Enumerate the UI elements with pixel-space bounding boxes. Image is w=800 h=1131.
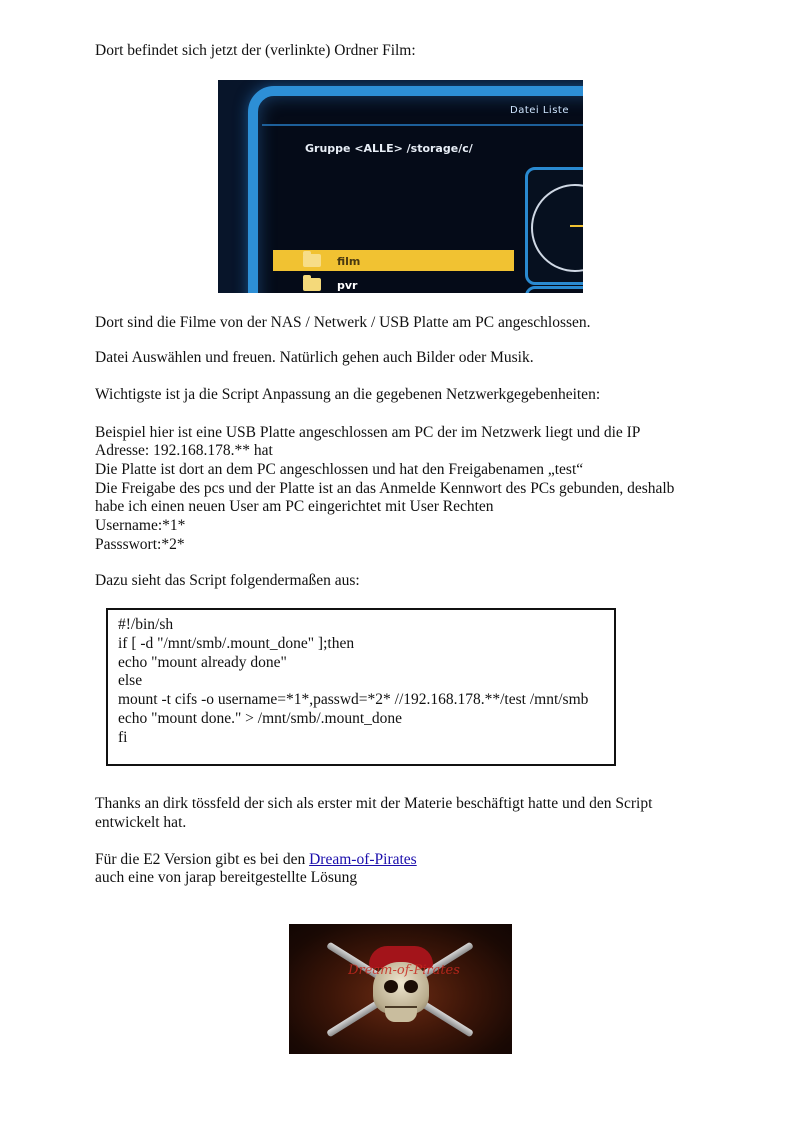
clock-hand (570, 225, 583, 227)
receiver-file-list-screenshot (218, 80, 583, 293)
thanks-line: Thanks an dirk tössfeld der sich als erster mit der Materie beschäftigt hatte und den Script (95, 795, 653, 812)
file-list-item-label: film (337, 255, 361, 268)
example-line: Adresse: 192.168.178.** hat (95, 442, 273, 459)
paragraph-script-intro: Dazu sieht das Script folgendermaßen aus: (95, 572, 360, 589)
paragraph-e2-version (95, 851, 417, 870)
paragraph-script-adaptation: Wichtigste ist ja die Script Anpassung an die gegebenen Netzwerkgegebenheiten: (95, 386, 601, 403)
file-list-item-film (273, 250, 514, 271)
example-line: habe ich einen neuen User am PC eingerichtet mit User Rechten (95, 498, 494, 515)
skull-eye (404, 980, 418, 993)
e2-version-text: Für die E2 Version gibt es bei den (95, 851, 310, 868)
info-panel (525, 286, 583, 293)
paragraph-select-file: Datei Auswählen und freuen. Natürlich gehen auch Bilder oder Musik. (95, 349, 534, 366)
paragraph-jarap-solution: auch eine von jarap bereitgestellte Lösung (95, 869, 358, 886)
dream-of-pirates-link[interactable]: Dream-of-Pirates (309, 851, 417, 868)
intro-paragraph: Dort befindet sich jetzt der (verlinkte) Ordner Film: (95, 42, 416, 59)
folder-icon (303, 254, 321, 267)
dream-of-pirates-logo-image (289, 924, 512, 1054)
skull-jaw (385, 1006, 417, 1022)
script-line: #!/bin/sh (118, 616, 174, 633)
script-line: echo "mount already done" (118, 654, 287, 671)
script-line: if [ -d "/mnt/smb/.mount_done" ];then (118, 635, 355, 652)
script-line: mount -t cifs -o username=*1*,passwd=*2* //192.168.178.**/test /mnt/smb (118, 691, 589, 708)
example-line: Beispiel hier ist eine USB Platte angeschlossen am PC der im Netzwerk liegt und die IP (95, 424, 641, 441)
example-line: Passswort:*2* (95, 536, 185, 553)
screenshot-divider (262, 124, 583, 126)
example-line: Die Freigabe des pcs und der Platte ist an das Anmelde Kennwort des PCs gebunden, deshalb (95, 480, 675, 497)
script-line: else (118, 672, 143, 689)
script-line: fi (118, 729, 128, 746)
logo-text: Dream-of-Pirates (348, 963, 460, 978)
skull-eye (384, 980, 398, 993)
folder-icon (303, 278, 321, 291)
thanks-line: entwickelt hat. (95, 814, 187, 831)
script-line: echo "mount done." > /mnt/smb/.mount_done (118, 710, 403, 727)
example-line: Username:*1* (95, 517, 186, 534)
screenshot-title: Datei Liste (510, 105, 569, 116)
script-code-box (106, 608, 616, 766)
file-list-item-label: pvr (337, 279, 358, 292)
file-list-item-pvr (273, 274, 514, 293)
screenshot-path: Gruppe <ALLE> /storage/c/ (305, 142, 473, 155)
paragraph-nas: Dort sind die Filme von der NAS / Netwerk / USB Platte am PC angeschlossen. (95, 314, 591, 331)
example-line: Die Platte ist dort an dem PC angeschlossen und hat den Freigabenamen „test“ (95, 461, 584, 478)
